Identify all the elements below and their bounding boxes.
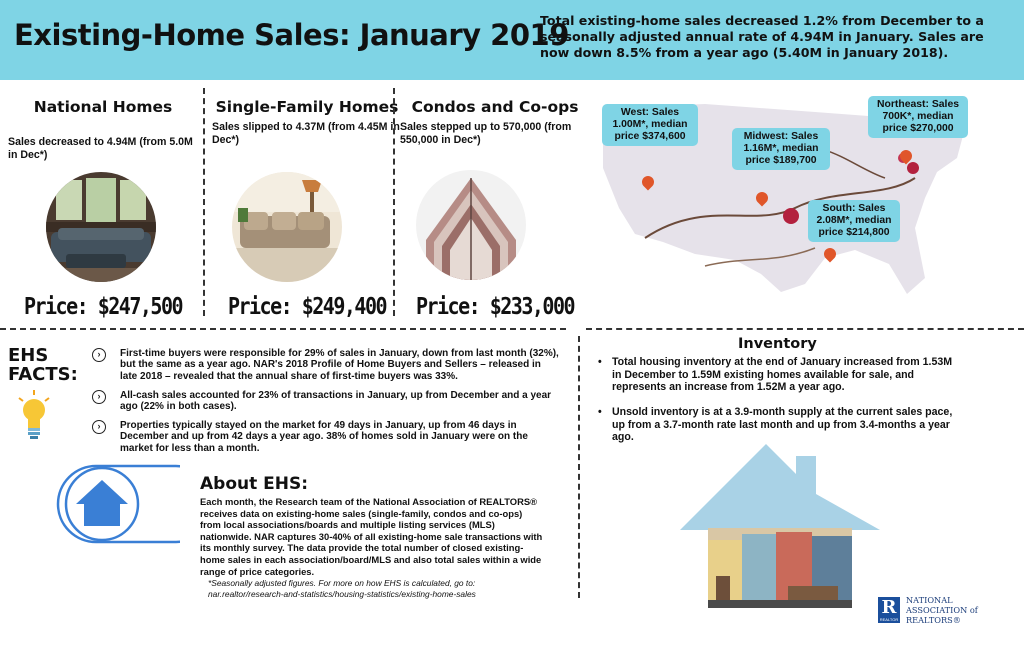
footnote: *Seasonally adjusted figures. For more on how EHS is calculated, go to: nar.realtor/research-and-statistics/housing-statistics/existing-home-sales [208, 578, 476, 599]
houses-photo [680, 436, 880, 613]
inventory-title: Inventory [738, 336, 817, 352]
region-south-label: South: Sales 2.08M*, median price $214,800 [808, 200, 900, 242]
segment-description: Sales stepped up to 570,000 (from 550,000 in Dec*) [400, 121, 572, 146]
ehs-facts-title: EHS FACTS: [8, 345, 78, 385]
region-midwest-label: Midwest: Sales 1.16M*, median price $189,700 [732, 128, 830, 170]
segment-condos [400, 98, 590, 320]
logo-mark: R [881, 597, 897, 618]
fact-text: First-time buyers were responsible for 29% of sales in January, down from last month (32%), but the same as a year ago. NAR's 2018 Profile of Home Buyers and Sellers – released in late 2018 – revealed that the annual share of first-time buyers was 33%. [120, 348, 559, 382]
condo-building-photo [416, 170, 526, 280]
inventory-text: Unsold inventory is at a 3.9-month supply at the current sales pace, up from a 3.7-month rate last month and up from 3.4-months a year ago. [612, 406, 953, 443]
inventory-text: Total housing inventory at the end of January increased from 1.53M in December to 1.59M existing homes available for sale, and represents an increase from 1.52M a year ago. [612, 356, 953, 393]
column-divider [393, 88, 395, 316]
segment-description: Sales decreased to 4.94M (from 5.0M in Dec*) [8, 136, 193, 161]
fact-text: All-cash sales accounted for 23% of transactions in January, up from December and a year ago (22% in both cases). [120, 390, 552, 413]
about-title: About EHS: [200, 474, 309, 494]
section-divider-vertical [578, 336, 580, 598]
segment-national [8, 98, 198, 320]
segment-description: Sales slipped to 4.37M (from 4.45M in Dec*) [212, 121, 400, 146]
segment-single-family [212, 98, 402, 320]
chevron-right-icon: › [92, 390, 106, 404]
house-icon [56, 464, 180, 549]
fact-text: Properties typically stayed on the market for 49 days in January, up from 46 days in December and up from 42 days a year ago. 38% of homes sold in January were on the market for less than a month. [120, 420, 528, 454]
bullet-icon: • [598, 406, 602, 418]
logo-line1: NATIONAL [906, 595, 953, 605]
header-summary: Total existing-home sales decreased 1.2% from December to a seasonally adjusted annual rate of 4.94M in January. Sales are now down 8.5% from a year ago (5.40M in January 2018). [540, 13, 984, 60]
segment-heading: National Homes [33, 98, 173, 116]
chevron-right-icon: › [92, 348, 106, 362]
inventory-item [598, 356, 962, 394]
section-divider-left [0, 328, 566, 330]
family-room-photo [232, 172, 342, 282]
logo-line2: ASSOCIATION of [906, 605, 978, 615]
segment-heading: Single-Family Homes [215, 98, 399, 116]
region-northeast-label: Northeast: Sales 700K*, median price $270,000 [868, 96, 968, 138]
segment-price: Price: $233,000 [415, 292, 575, 320]
section-divider-right [586, 328, 1024, 330]
logo-line3: REALTORS® [906, 615, 961, 625]
segment-price: Price: $249,400 [227, 292, 387, 320]
realtor-r-icon [878, 597, 900, 623]
segment-heading: Condos and Co-ops [411, 98, 579, 116]
logo-mark-sub: REALTOR [879, 617, 899, 622]
living-room-photo [46, 172, 156, 282]
segment-price: Price: $247,500 [23, 292, 183, 320]
page-title: Existing-Home Sales: January 2019 [14, 18, 569, 52]
region-west-label: West: Sales 1.00M*, median price $374,600 [602, 104, 698, 146]
column-divider [203, 88, 205, 316]
header-banner [0, 0, 1024, 80]
about-text: Each month, the Research team of the National Association of REALTORS® receives data on existing-home sales (single-family, condos and co-ops) from local associations/boards and multiple listing services (MLS) nationwide. NAR captures 30-40% of all existing-home sale transactions with its monthly survey. The data provide the total number of closed existing-home sales in each association/board/MLS and also total sales within a wide range of price categories. [200, 496, 543, 577]
bullet-icon: • [598, 356, 602, 368]
chevron-right-icon: › [92, 420, 106, 434]
lightbulb-icon [16, 390, 52, 445]
